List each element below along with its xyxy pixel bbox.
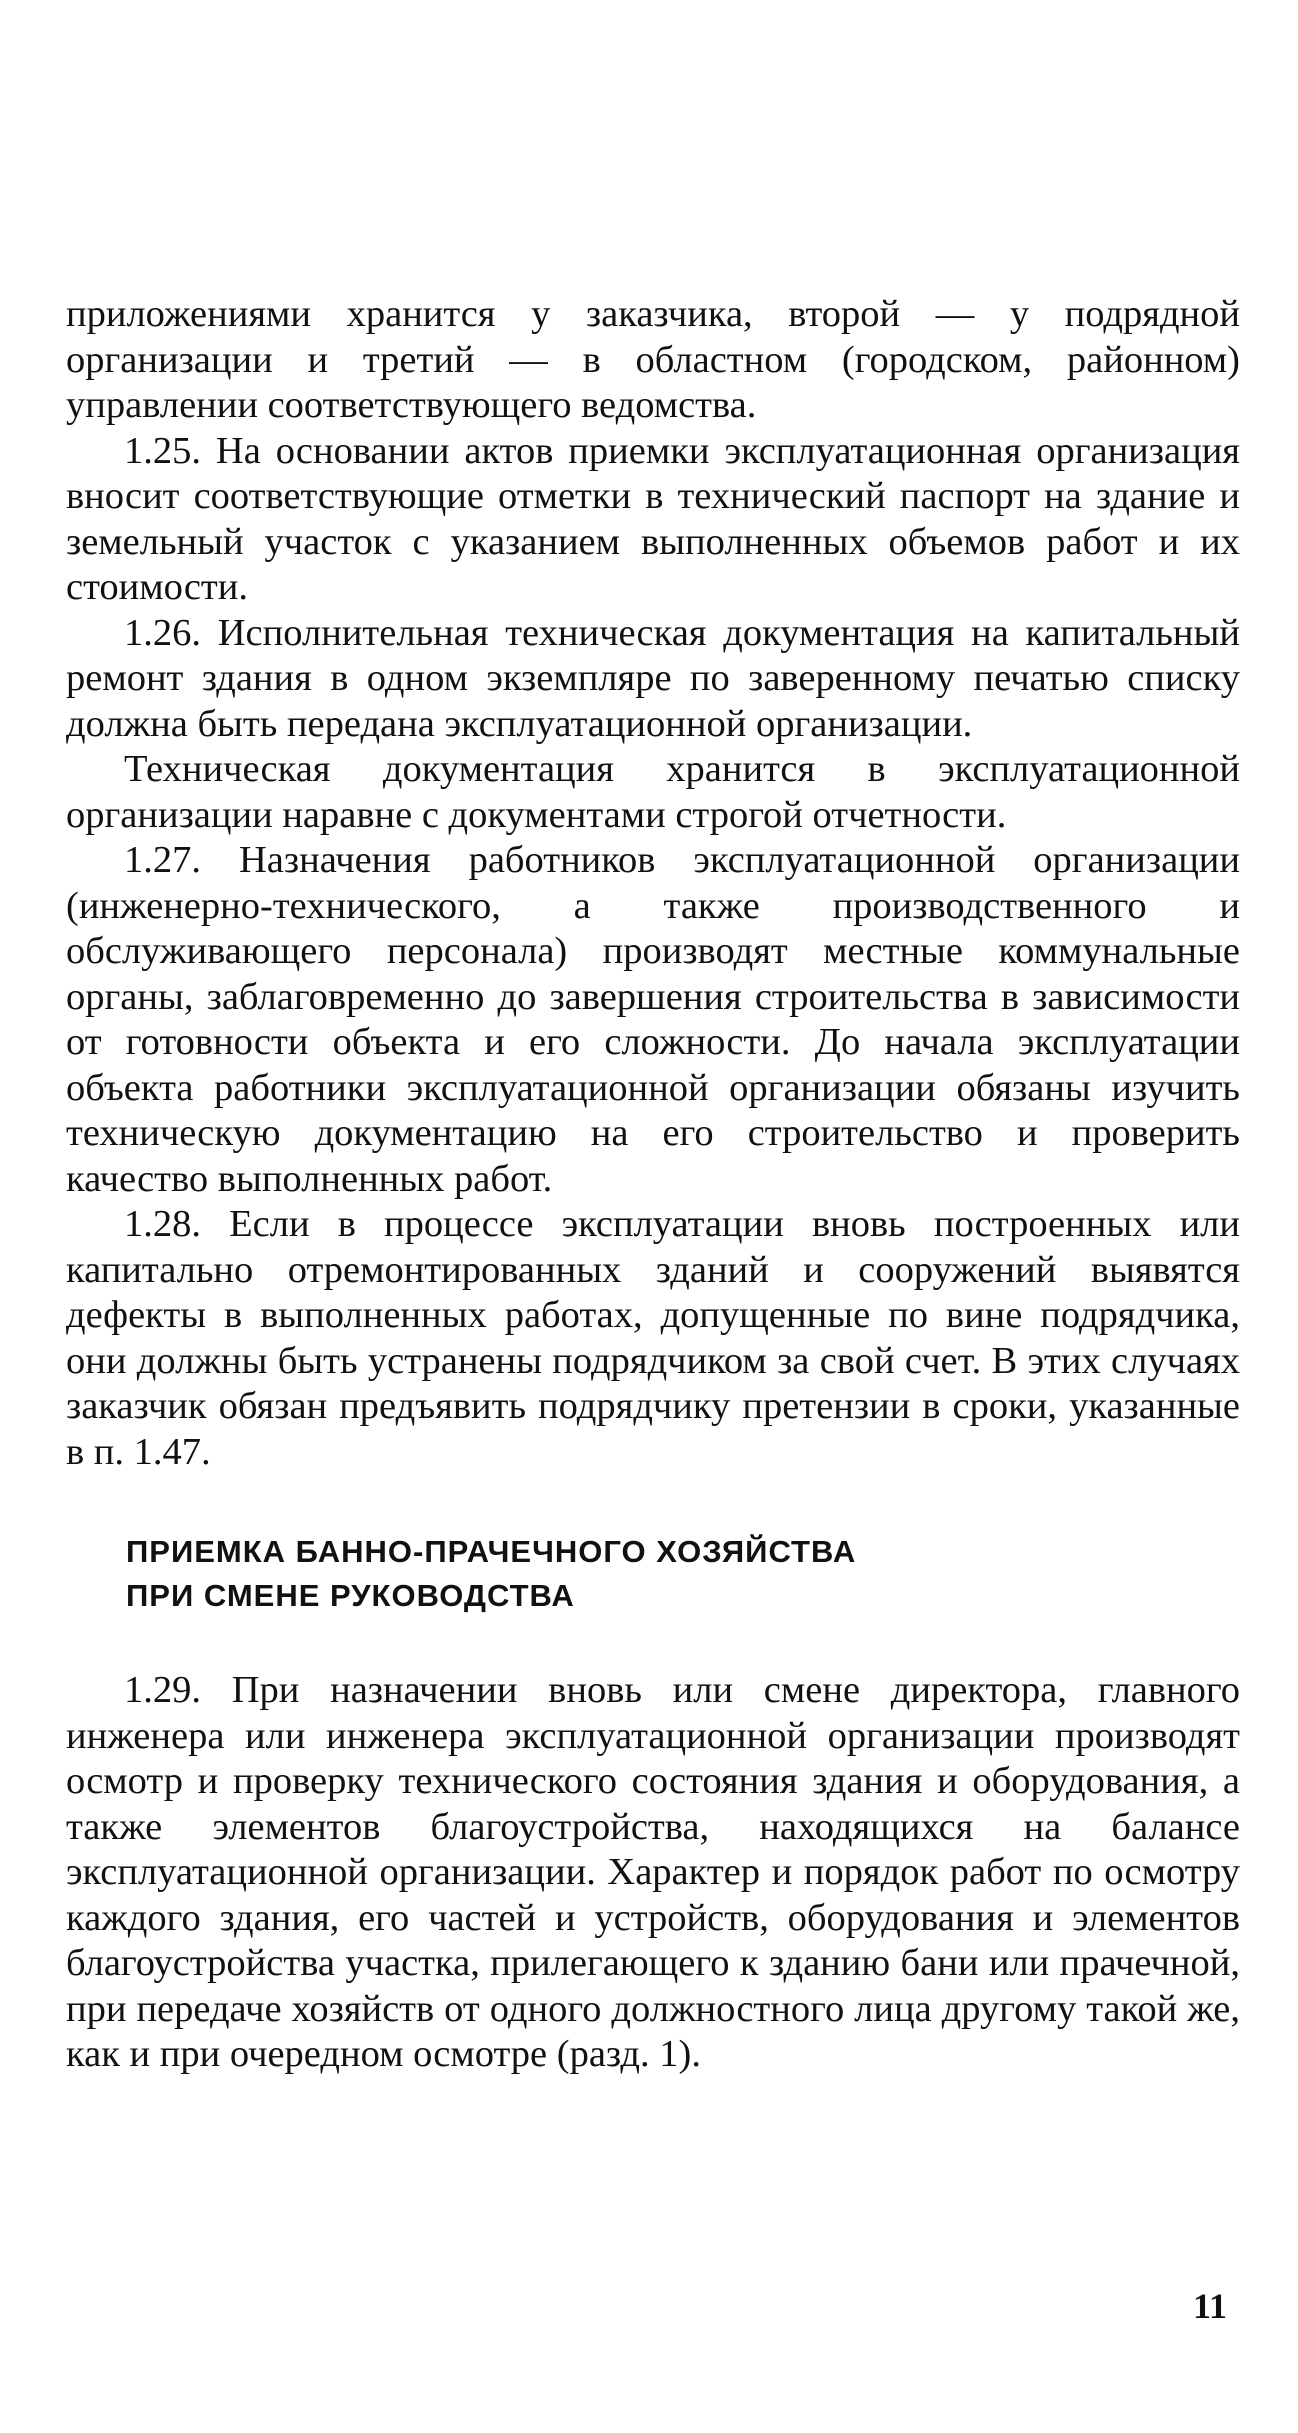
paragraph-number: 1.27.: [124, 839, 201, 881]
paragraph-text: Назначения работников эксплуатационной организации (инженерно-технического, а также производственного и обслуживающего персонала) производят местные коммунальные органы, заблаговременно до завершения строительства в зависимости от готовности объекта и его сложности. До начала эксплуатации объекта работники эксплуатационной организации обязаны изучить техническую документацию на его строительство и проверить качество выполненных работ.: [66, 839, 1241, 1200]
paragraph-continuation: [66, 292, 1240, 429]
paragraph-1-28: [66, 1202, 1240, 1475]
paragraph-text: На основании актов приемки эксплуатационная организация вносит соответствующие отметки в технический паспорт на здание и земельный участок с указанием выполненных объемов работ и их стоимости.: [66, 429, 1241, 608]
section-heading-line-2: ПРИ СМЕНЕ РУКОВОДСТВА: [126, 1578, 575, 1613]
paragraph-1-29: [66, 1668, 1240, 2078]
paragraph-number: 1.29.: [124, 1669, 201, 1711]
paragraph-text: Техническая документация хранится в эксплуатационной организации наравне с документами строгой отчетности.: [66, 748, 1240, 836]
document-page: [66, 292, 1240, 2078]
section-heading-line-1: ПРИЕМКА БАННО-ПРАЧЕЧНОГО ХОЗЯЙСТВА: [126, 1534, 857, 1569]
paragraph-1-26: [66, 611, 1240, 748]
page-number: 11: [1193, 2286, 1228, 2326]
paragraph-text: Если в процессе эксплуатации вновь построенных или капитально отремонтированных зданий и сооружений выявятся дефекты в выполненных работах, допущенные по вине подрядчика, они должны быть устранены подрядчиком за свой счет. В этих случаях заказчик обязан предъявить подрядчику претензии в сроки, указанные в п. 1.47.: [66, 1203, 1241, 1473]
paragraph-text: приложениями хранится у заказчика, второй — у подрядной организации и третий — в областном (городском, районном) управлении соответствующего ведомства.: [66, 293, 1240, 426]
paragraph-1-25: [66, 429, 1240, 611]
paragraph-number: 1.25.: [124, 429, 201, 472]
paragraph-text: При назначении вновь или смене директора, главного инженера или инженера эксплуатационной организации производят осмотр и проверку технического состояния здания и оборудования, а также элементов благоустройства, находящихся на балансе эксплуатационной организации. Характер и порядок работ по осмотру каждого здания, его частей и устройств, оборудования и элементов благоустройства участка, прилегающего к зданию бани или прачечной, при передаче хозяйств от одного должностного лица другому такой же, как и при очередном осмотре (разд. 1).: [66, 1669, 1240, 2075]
paragraph-number: 1.26.: [124, 611, 201, 654]
paragraph-number: 1.28.: [124, 1203, 201, 1245]
paragraph-1-27: [66, 838, 1240, 1202]
paragraph-text: Исполнительная техническая документация на капитальный ремонт здания в одном экземпляре по заверенному печатью списку должна быть передана эксплуатационной организации.: [66, 611, 1241, 745]
paragraph-documentation-storage: [66, 747, 1240, 838]
section-heading: [126, 1530, 1240, 1618]
